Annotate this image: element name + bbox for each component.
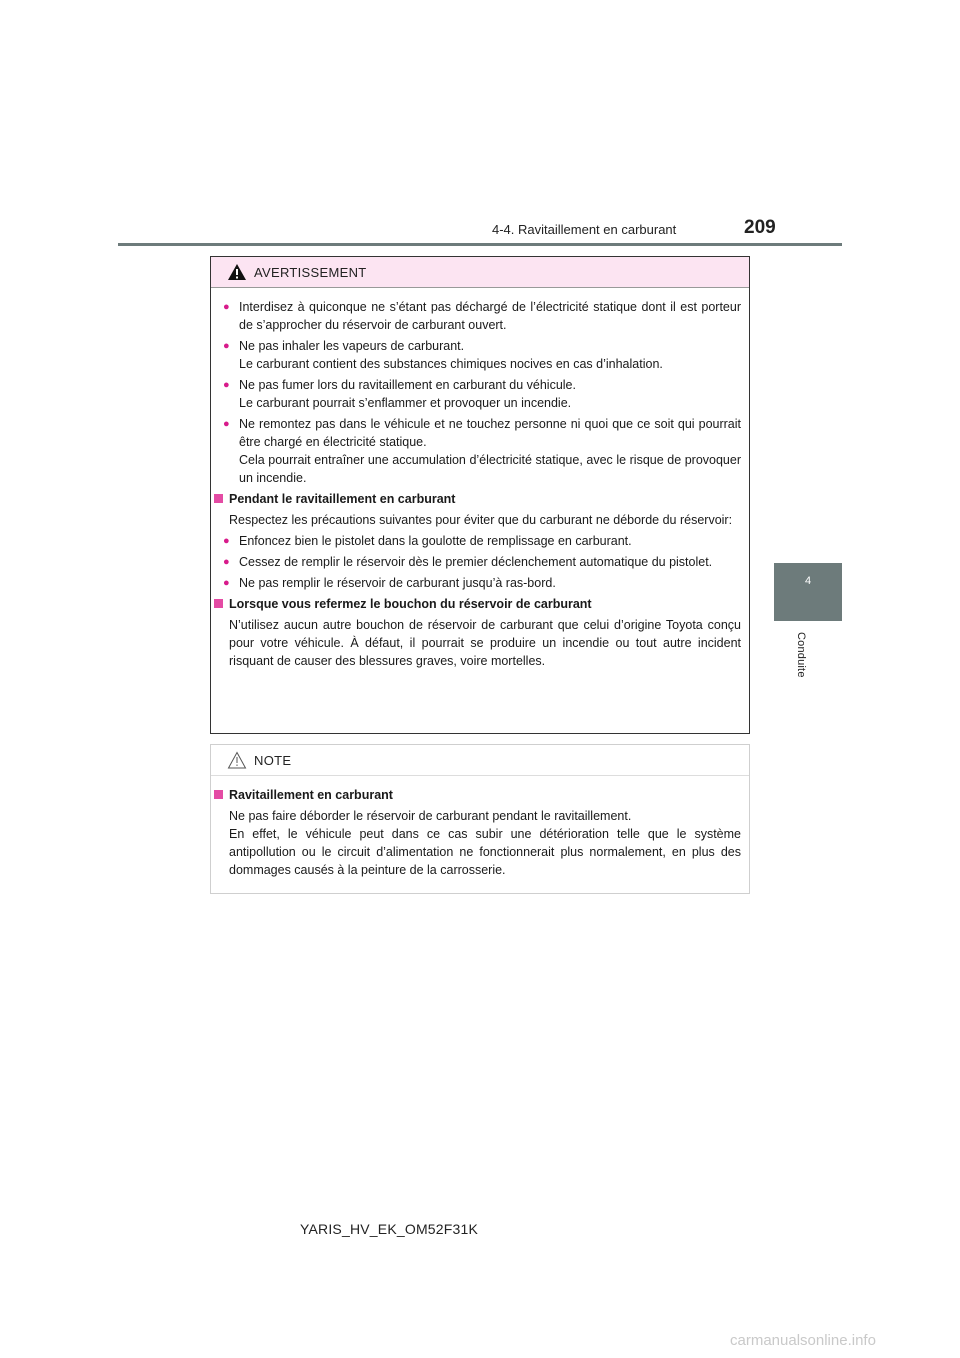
square-bullet-icon bbox=[214, 790, 223, 799]
bullet-icon: ● bbox=[223, 301, 230, 313]
note-title: NOTE bbox=[254, 753, 292, 768]
section-intro: Respectez les précautions suivantes pour éviter que du carburant ne déborde du réservoir: bbox=[229, 513, 733, 527]
warning-text: Cela pourrait entraîner une accumulation d’électricité statique, avec le risque de provoquer un incendie. bbox=[239, 453, 741, 485]
square-bullet-icon bbox=[214, 599, 223, 608]
bullet-icon: ● bbox=[223, 577, 230, 589]
warning-item bbox=[219, 376, 741, 412]
warning-box bbox=[210, 256, 750, 734]
chapter-tab[interactable] bbox=[774, 563, 842, 621]
page-number: 209 bbox=[744, 217, 776, 238]
warning-item bbox=[219, 415, 741, 487]
section-heading: Lorsque vous refermez le bouchon du réservoir de carburant bbox=[219, 595, 741, 613]
warning-text: Le carburant pourrait s’enflammer et provoquer un incendie. bbox=[239, 396, 572, 410]
warning-text: Ne remontez pas dans le véhicule et ne touchez personne ni quoi que ce soit qui pourrait être chargé en électricité statique. bbox=[239, 417, 741, 449]
square-bullet-icon bbox=[214, 494, 223, 503]
warning-item bbox=[219, 298, 741, 334]
chapter-number: 4 bbox=[804, 575, 812, 587]
warning-text: Ne pas inhaler les vapeurs de carburant. bbox=[239, 339, 465, 353]
note-header bbox=[211, 745, 749, 776]
header-divider bbox=[118, 243, 842, 246]
warning-text: Interdisez à quiconque ne s’étant pas déchargé de l’électricité statique dont il est porteur de s’approcher du réservoir de carburant ouvert. bbox=[239, 300, 741, 332]
note-box bbox=[210, 744, 750, 894]
note-body bbox=[211, 776, 749, 879]
warning-text: Le carburant contient des substances chimiques nocives en cas d’inhalation. bbox=[239, 357, 663, 371]
section-heading: Pendant le ravitaillement en carburant bbox=[219, 490, 741, 508]
warning-header bbox=[211, 257, 749, 288]
bullet-icon: ● bbox=[223, 379, 230, 391]
warning-body bbox=[211, 288, 749, 670]
warning-item bbox=[219, 337, 741, 373]
caution-triangle-icon bbox=[227, 751, 247, 774]
warning-triangle-icon bbox=[227, 263, 247, 286]
bullet-icon: ● bbox=[223, 556, 230, 568]
precaution-item: ● Cessez de remplir le réservoir dès le premier déclenchement automatique du pistolet. bbox=[223, 555, 713, 569]
document-code: YARIS_HV_EK_OM52F31K bbox=[300, 1221, 479, 1237]
bullet-icon: ● bbox=[223, 535, 230, 547]
warning-title: AVERTISSEMENT bbox=[254, 265, 367, 280]
bullet-icon: ● bbox=[223, 418, 230, 430]
section-heading: Ravitaillement en carburant bbox=[219, 786, 741, 804]
bullet-icon: ● bbox=[223, 340, 230, 352]
warning-text: Ne pas fumer lors du ravitaillement en carburant du véhicule. bbox=[239, 378, 576, 392]
note-text: Ne pas faire déborder le réservoir de carburant pendant le ravitaillement. En effet, le véhicule peut dans ce cas subir une détérioration telle que le système antipollution ou le circuit d’alimentation ne fonctionnerait plus normalement, en plus des dommages causés à la peinture de la carrosserie. bbox=[229, 809, 741, 877]
chapter-label: Conduite bbox=[795, 632, 807, 678]
section-title: 4-4. Ravitaillement en carburant bbox=[492, 222, 677, 237]
watermark: carmanualsonline.info bbox=[730, 1332, 876, 1349]
precaution-item: ● Enfoncez bien le pistolet dans la goulotte de remplissage en carburant. bbox=[223, 534, 632, 548]
section-text: N’utilisez aucun autre bouchon de réservoir de carburant que celui d’origine Toyota conçu pour votre véhicule. À défaut, il pourrait se produire un incendie ou tout autre incident risquant de causer des blessures graves, voire mortelles. bbox=[229, 618, 741, 668]
precaution-item: ● Ne pas remplir le réservoir de carburant jusqu’à ras-bord. bbox=[223, 576, 556, 590]
